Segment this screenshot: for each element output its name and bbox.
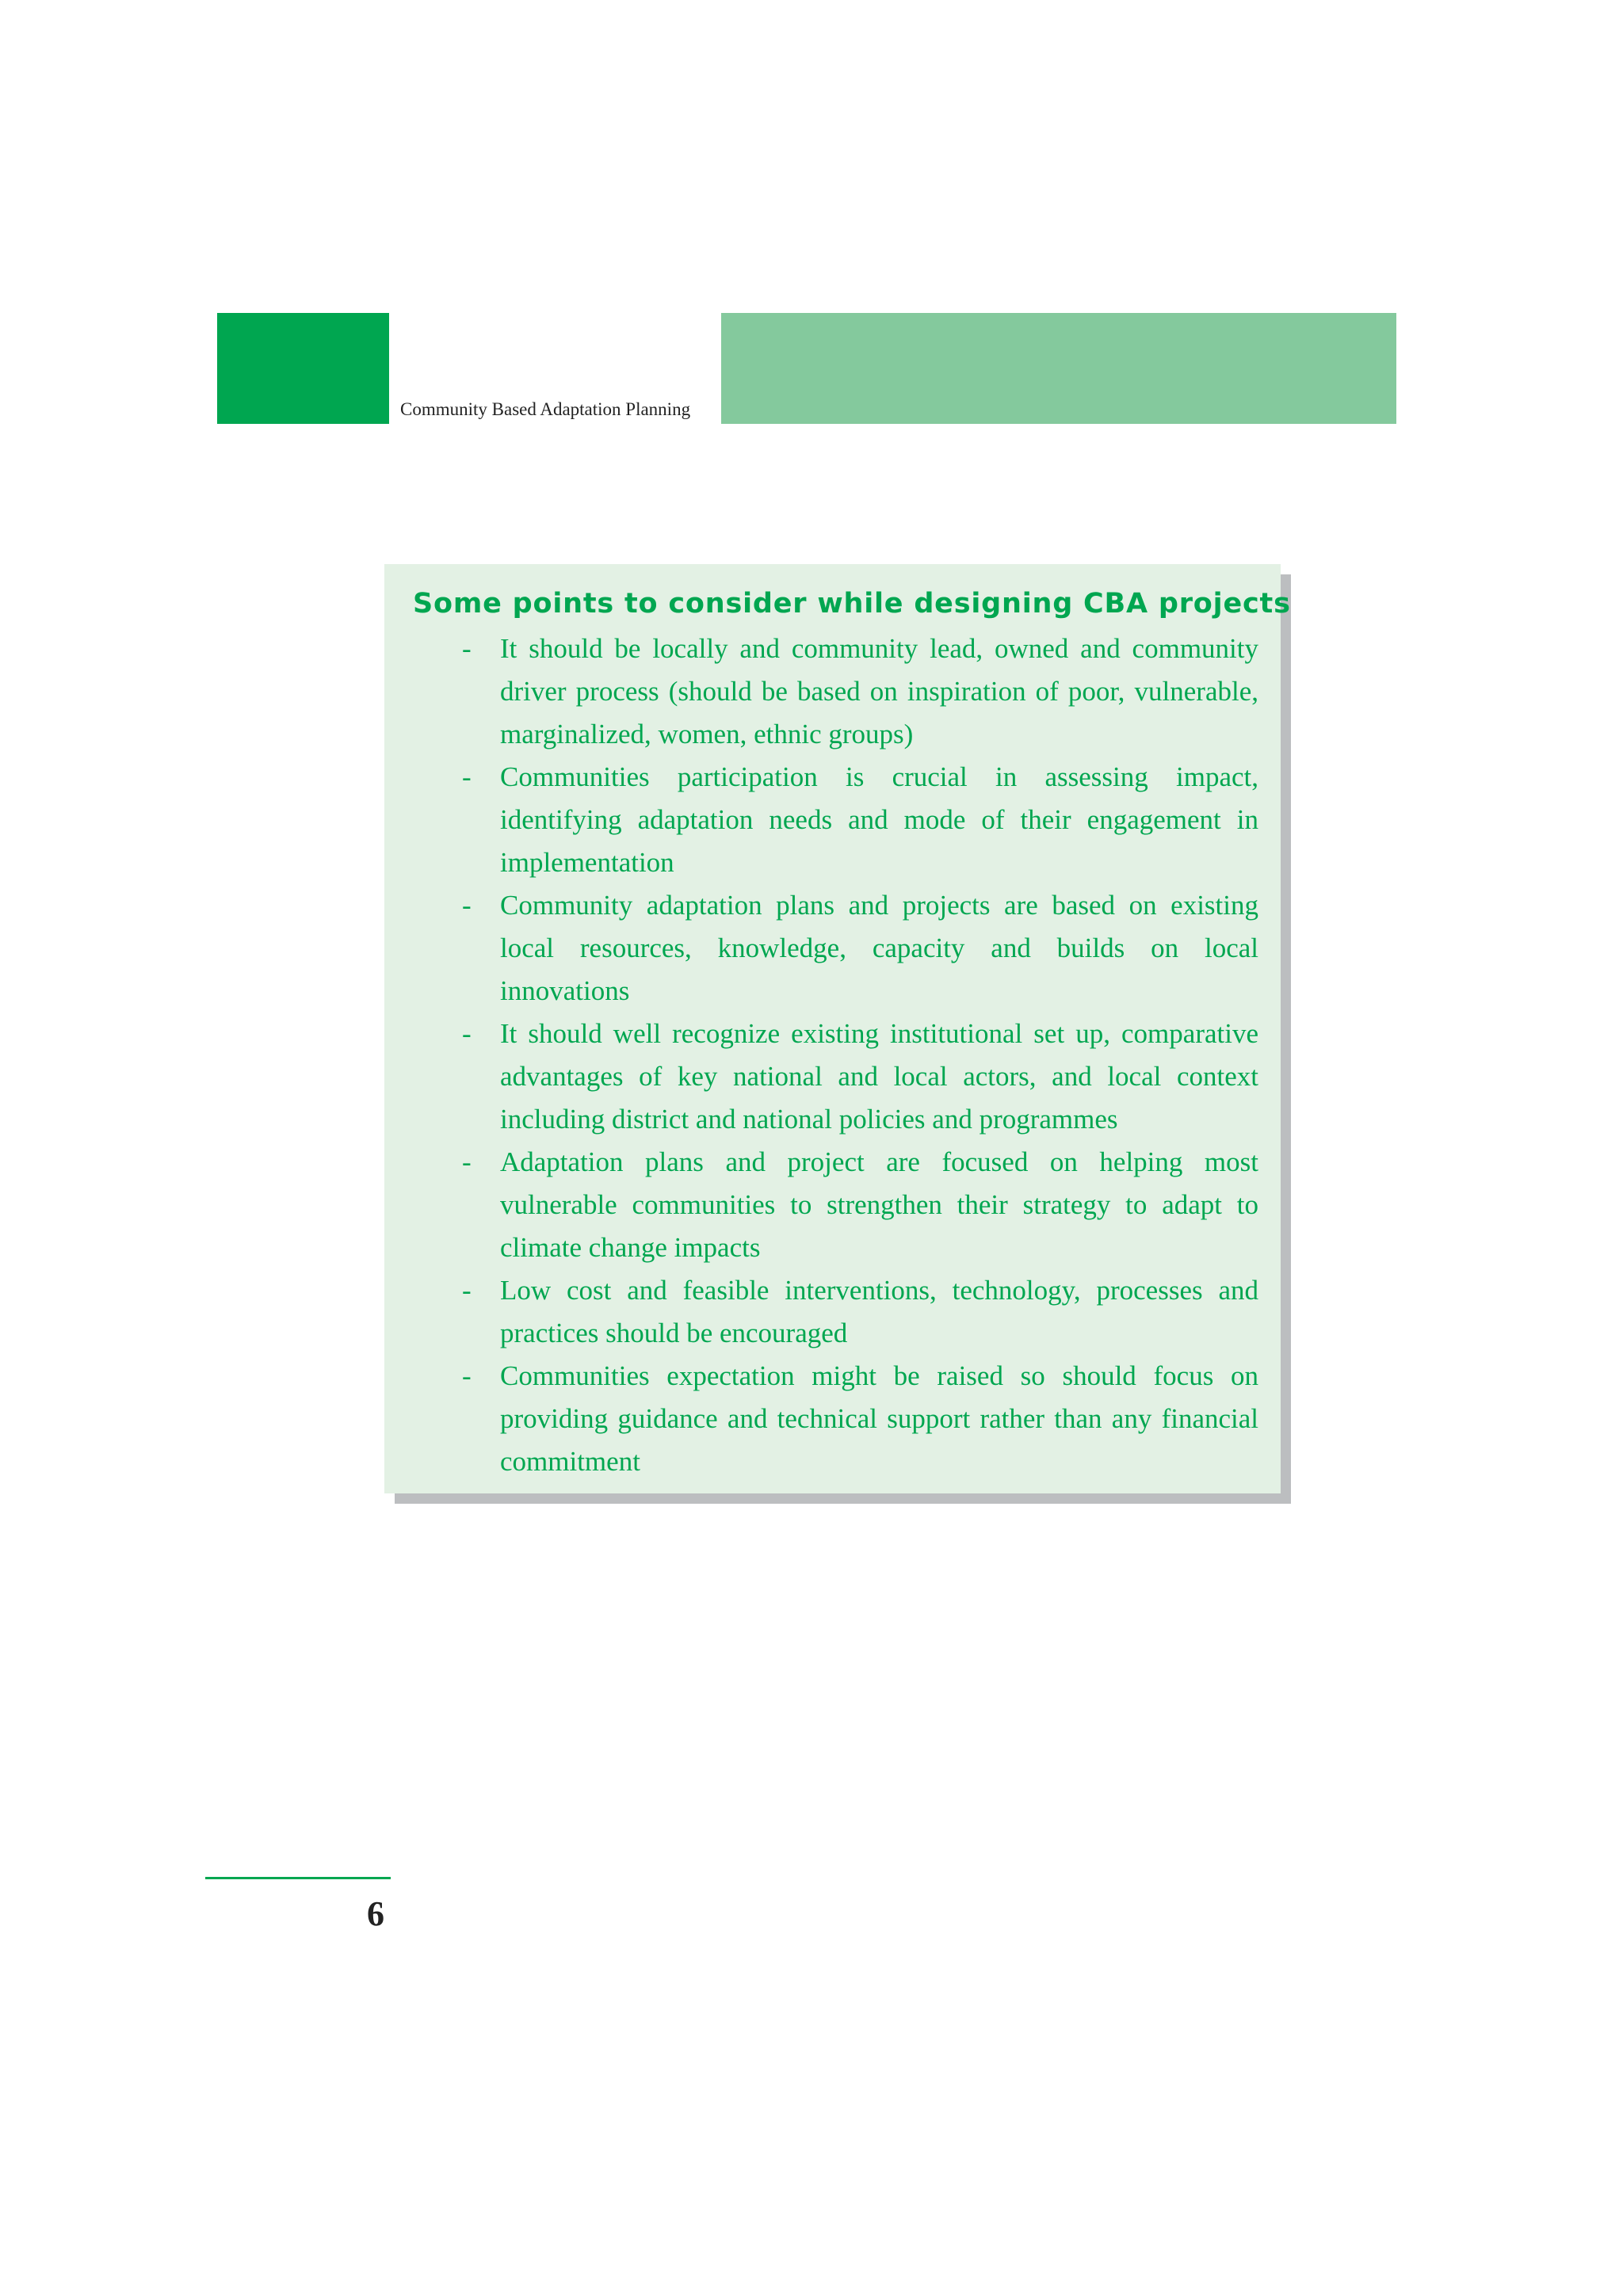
list-item [413,1269,1258,1355]
list-item [413,1013,1258,1141]
callout-box [384,564,1291,1493]
bullet-dash: - [462,633,472,664]
point-text: It should well recognize existing institutional set up, comparative advantages of key national and local actors, and local context including district and national policies and programmes [500,1018,1258,1135]
list-item [413,756,1258,884]
bullet-dash: - [462,1018,472,1049]
footer-rule [205,1877,391,1879]
bullet-dash: - [462,1146,472,1177]
page-number: 6 [367,1894,384,1933]
header-accent-bar [721,313,1396,424]
bullet-dash: - [462,1360,472,1391]
list-item [413,1141,1258,1269]
point-text: Community adaptation plans and projects are based on existing local resources, knowledge, capacity and builds on local innovations [500,890,1258,1006]
point-text: Low cost and feasible interventions, technology, processes and practices should be encouraged [500,1275,1258,1348]
point-text: Communities participation is crucial in assessing impact, identifying adaptation needs and mode of their engagement in implementation [500,761,1258,878]
point-text: Communities expectation might be raised so should focus on providing guidance and technical support rather than any financial commitment [500,1360,1258,1477]
point-text: It should be locally and community lead, owned and community driver process (should be based on inspiration of poor, vulnerable, marginalized, women, ethnic groups) [500,633,1258,749]
header-accent-block [217,313,389,424]
points-list [413,627,1258,1483]
bullet-dash: - [462,890,472,921]
bullet-dash: - [462,761,472,792]
list-item [413,1355,1258,1483]
list-item [413,884,1258,1013]
point-text: Adaptation plans and project are focused on helping most vulnerable communities to strengthen their strategy to adapt to climate change impacts [500,1146,1258,1263]
callout-title: Some points to consider while designing CBA projects [413,588,1291,620]
running-header-title: Community Based Adaptation Planning [400,399,691,419]
bullet-dash: - [462,1275,472,1306]
list-item [413,627,1258,756]
